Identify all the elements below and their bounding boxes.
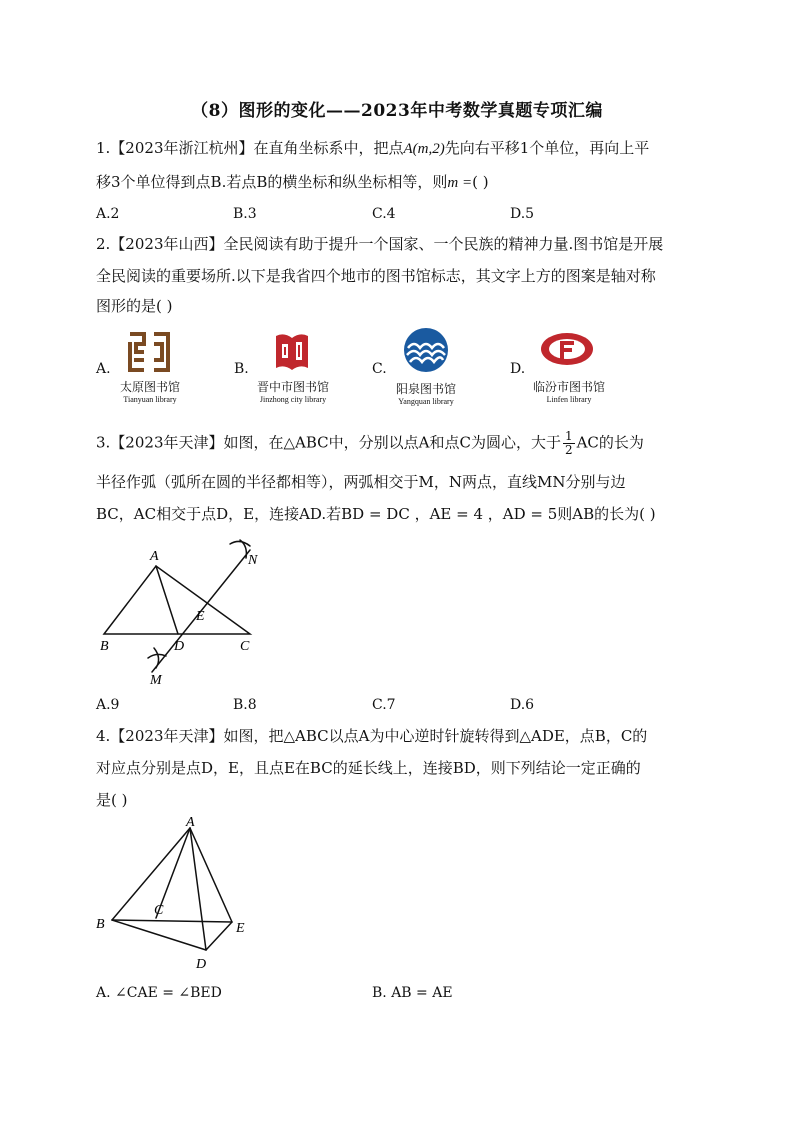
q4-option-a[interactable]: A. ∠CAE = ∠BED [96,985,222,1001]
q4-segment-ab [112,828,190,920]
yangquan-library-logo-icon [402,326,450,374]
q2-option-c-letter[interactable]: C. [372,361,387,377]
q2-option-b-cn: 晋中市图书馆 [256,380,329,394]
q3-label-b: B [100,639,109,654]
q1-text-c: 移3个单位得到点B.若点B的横坐标和纵坐标相等，则 [96,173,448,191]
taiyuan-library-logo-icon [126,330,172,374]
q3-arc-n1 [230,541,250,546]
q2-option-c-cn: 阳泉图书馆 [395,382,456,396]
q3-frac-den: 2 [564,443,573,457]
q4-segment-de [206,922,232,950]
q1-point: A(m,2) [403,141,445,157]
q2-option-c-en: Yangquan library [398,397,454,406]
q3-line2: 半径作弧（弧所在圆的半径都相等），两弧相交于M，N两点，直线MN分别与边 [96,473,626,491]
q4-label-d: D [196,957,207,972]
q2-line3: 图形的是( ) [96,297,173,315]
q3-segment-ad [156,566,178,634]
q1-option-a[interactable]: A.2 [96,206,120,222]
q3-fraction [563,430,575,457]
q2-option-b-en: Jinzhong city library [259,395,327,404]
q1-m-eq: m = [447,175,473,191]
q4-line1: 4.【2023年天津】如图，把△ABC以点A为中心逆时针旋转得到△ADE，点B，C的 [96,727,648,745]
q4-option-b[interactable]: B. AB = AE [372,985,453,1001]
q2-line2: 全民阅读的重要场所.以下是我省四个地市的图书馆标志，其文字上方的图案是轴对称 [96,267,656,285]
q3-option-a[interactable]: A.9 [96,697,120,713]
q2-option-d-letter[interactable]: D. [510,361,526,377]
q3-arc-m2 [154,648,159,668]
q3-line1 [96,430,644,457]
q3-text-a: 3.【2023年天津】如图，在△ABC中，分别以点A和点C为圆心，大于 [96,433,561,452]
q3-label-e: E [196,609,205,624]
q2-option-a-letter[interactable]: A. [96,361,111,377]
q1-line2 [96,172,489,193]
q2-option-d-cn: 临汾市图书馆 [532,380,605,394]
q1-option-d[interactable]: D.5 [510,206,535,222]
q1-option-c[interactable]: C.4 [372,206,396,222]
q4-diagram [90,814,260,976]
q3-diagram [90,536,280,688]
q1-text-a: 1.【2023年浙江杭州】在直角坐标系中，把点 [96,139,404,157]
q4-label-e: E [236,921,245,936]
q2-line1: 2.【2023年山西】全民阅读有助于提升一个国家、一个民族的精神力量.图书馆是开展 [96,235,664,253]
q3-option-b[interactable]: B.8 [233,697,257,713]
page-title: （8）图形的变化——2023年中考数学真题专项汇编 [191,101,603,121]
q3-option-d[interactable]: D.6 [510,697,535,713]
q4-line-be [112,920,232,922]
q3-frac-num: 1 [564,429,573,443]
q3-label-m: M [150,673,162,688]
q2-option-b-letter[interactable]: B. [234,361,249,377]
q1-option-b[interactable]: B.3 [233,206,257,222]
q3-label-a: A [150,549,159,564]
q4-segment-bd [112,920,206,950]
q4-label-b: B [96,917,105,932]
q3-label-d: D [174,639,185,654]
q2-option-d-en: Linfen library [546,395,592,404]
q3-line3: BC，AC相交于点D，E，连接AD.若BD = DC ，AE = 4 ，AD = 5则AB的长为( ) [96,505,656,523]
q3-label-c: C [240,639,250,654]
q3-text-b: AC的长为 [576,433,644,452]
linfen-library-logo-icon [540,332,594,366]
q1-line1 [96,138,649,159]
q1-text-b: 先向右平移1个单位，再向上平 [444,139,650,157]
q2-option-a-en: Tianyuan library [123,395,177,404]
q3-option-c[interactable]: C.7 [372,697,396,713]
q1-paren: ( ) [472,173,489,191]
jinzhong-library-logo-icon [272,330,312,372]
q4-line3: 是( ) [96,791,128,809]
q4-line2: 对应点分别是点D，E，且点E在BC的延长线上，连接BD，则下列结论一定正确的 [96,759,641,777]
q4-label-c: C [154,903,164,918]
q3-label-n: N [248,553,258,568]
q2-option-a-cn: 太原图书馆 [119,380,180,394]
q4-label-a: A [186,815,195,830]
